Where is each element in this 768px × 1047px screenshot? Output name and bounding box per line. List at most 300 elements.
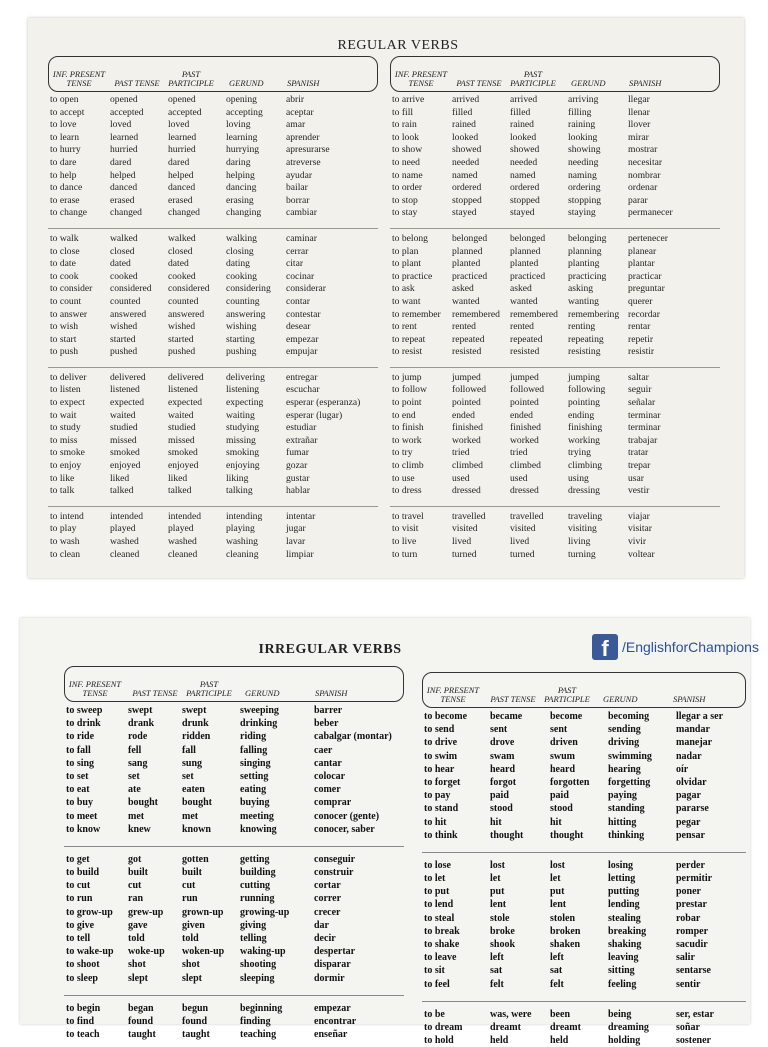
verb-past-participle: been <box>550 1008 570 1020</box>
verb-gerund: becoming <box>608 711 650 722</box>
verb-spanish: limpiar <box>286 548 314 560</box>
verb-spanish: considerar <box>286 283 326 295</box>
verb-infinitive: to sleep <box>66 972 98 984</box>
verb-group <box>48 506 378 561</box>
verb-row <box>48 309 378 322</box>
verb-group <box>64 704 404 836</box>
verb-infinitive: to stay <box>392 207 418 219</box>
verb-infinitive: to love <box>50 119 77 131</box>
verb-gerund: lending <box>608 899 640 911</box>
verb-infinitive: to set <box>66 770 89 782</box>
verb-past-tense: sang <box>128 757 148 769</box>
verb-infinitive: to order <box>392 182 423 194</box>
verb-past-tense: sent <box>490 724 508 736</box>
verb-infinitive: to hear <box>424 763 455 775</box>
verb-spanish: barrer <box>314 705 343 716</box>
verb-past-participle: met <box>182 810 199 822</box>
verb-past-participle: enjoyed <box>168 460 199 472</box>
verb-spanish: permanecer <box>628 207 673 219</box>
verb-past-tense: lost <box>490 859 505 871</box>
verb-gerund: talking <box>226 485 253 497</box>
verb-past-tense: ended <box>452 409 475 421</box>
verb-row <box>390 233 720 246</box>
verb-gerund: missing <box>226 434 256 446</box>
verb-infinitive: to become <box>424 711 468 722</box>
verb-past-participle: learned <box>168 131 197 143</box>
verb-gerund: liking <box>226 472 249 484</box>
verb-past-tense: forgot <box>490 776 517 788</box>
verb-spanish: jugar <box>286 523 306 535</box>
verb-infinitive: to ride <box>66 731 95 743</box>
verb-past-tense: ran <box>128 893 143 905</box>
verb-row <box>48 346 378 359</box>
verb-gerund: resisting <box>568 346 601 358</box>
verb-spanish: cabalgar (montar) <box>314 731 392 743</box>
regular-left-column <box>48 56 378 561</box>
verb-past-participle: closed <box>168 245 193 257</box>
verb-past-tense: heard <box>490 763 515 775</box>
verb-gerund: ordering <box>568 182 601 194</box>
verb-gerund: eating <box>240 784 267 796</box>
verb-infinitive: to be <box>424 1008 445 1020</box>
verb-spanish: perder <box>676 859 705 871</box>
verb-past-participle: repeated <box>510 333 543 345</box>
verb-past-tense: fell <box>128 744 142 756</box>
header-gerund: GERUND <box>229 78 264 88</box>
verb-past-participle: driven <box>550 737 578 749</box>
verb-past-tense: played <box>110 523 136 535</box>
verb-row <box>422 829 746 842</box>
verb-past-participle: danced <box>168 182 196 194</box>
column-header <box>64 666 404 702</box>
verb-past-tense: cut <box>128 880 142 892</box>
verb-infinitive: to start <box>50 333 77 345</box>
verb-past-tense: filled <box>452 106 473 118</box>
verb-past-tense: drove <box>490 737 515 749</box>
header-past-tense: PAST TENSE <box>490 694 536 704</box>
verb-spanish: mirar <box>628 131 649 143</box>
verb-past-participle: used <box>510 472 528 484</box>
verb-past-participle: pointed <box>510 397 539 409</box>
verb-infinitive: to lend <box>424 899 454 911</box>
verb-gerund: cutting <box>240 880 270 892</box>
verb-gerund: standing <box>608 803 645 815</box>
verb-group <box>48 228 378 359</box>
verb-infinitive: to play <box>50 523 77 535</box>
verb-infinitive: to accept <box>50 106 85 118</box>
verb-row <box>390 144 720 157</box>
verb-past-participle: become <box>550 711 583 722</box>
verb-past-tense: rained <box>452 119 476 131</box>
verb-infinitive: to shoot <box>66 959 100 971</box>
verb-past-tense: met <box>128 810 145 822</box>
verb-past-participle: belonged <box>510 232 546 244</box>
verb-spanish: esperar (lugar) <box>286 409 343 421</box>
verb-infinitive: to find <box>66 1015 95 1027</box>
verb-past-tense: jumped <box>452 371 481 383</box>
verb-row <box>64 783 404 796</box>
verb-past-participle: told <box>182 933 199 944</box>
verb-spanish: ayudar <box>286 169 313 181</box>
verb-spanish: permitir <box>676 873 713 885</box>
verb-gerund: planting <box>568 258 600 270</box>
verb-past-tense: delivered <box>110 371 146 383</box>
verb-past-tense: swept <box>128 705 153 716</box>
verb-past-participle: rented <box>510 321 534 333</box>
verb-past-tense: loved <box>110 119 132 131</box>
verb-past-participle: broken <box>550 925 581 937</box>
verb-past-participle: lent <box>550 899 567 911</box>
verb-infinitive: to jump <box>392 371 422 383</box>
verb-gerund: putting <box>608 886 640 898</box>
verb-spanish: colocar <box>314 770 346 782</box>
verb-past-participle: stopped <box>510 194 540 206</box>
verb-past-participle: considered <box>168 283 210 295</box>
verb-past-tense: resisted <box>452 346 482 358</box>
verb-infinitive: to know <box>66 823 101 835</box>
verb-gerund: intending <box>226 510 263 522</box>
verb-spanish: necesitar <box>628 156 663 168</box>
verb-row <box>390 296 720 309</box>
verb-past-participle: studied <box>168 422 196 434</box>
verb-group <box>390 228 720 359</box>
verb-past-tense: set <box>128 770 140 782</box>
verb-spanish: resistir <box>628 346 655 358</box>
verb-spanish: construir <box>314 867 354 879</box>
verb-past-participle: started <box>168 333 194 345</box>
verb-spanish: decir <box>314 933 336 944</box>
verb-gerund: practicing <box>568 270 607 282</box>
verb-infinitive: to point <box>392 397 422 409</box>
verb-row <box>422 978 746 991</box>
verb-past-tense: remembered <box>452 308 500 320</box>
verb-past-tense: showed <box>452 144 482 156</box>
verb-row <box>48 523 378 536</box>
verb-infinitive: to grow-up <box>66 906 113 918</box>
verb-infinitive: to miss <box>50 434 78 446</box>
verb-past-participle: put <box>550 886 565 898</box>
verb-infinitive: to push <box>50 346 78 358</box>
verb-past-participle: needed <box>510 156 538 168</box>
verb-infinitive: to eat <box>66 784 90 796</box>
verb-past-tense: considered <box>110 283 152 295</box>
verb-spanish: sostener <box>676 1035 711 1047</box>
verb-gerund: climbing <box>568 460 603 472</box>
verb-past-participle: missed <box>168 434 195 446</box>
verb-past-participle: begun <box>182 1002 209 1014</box>
verb-infinitive: to send <box>424 724 455 736</box>
verb-row <box>64 730 404 743</box>
verb-gerund: following <box>568 384 606 396</box>
verb-gerund: turning <box>568 548 596 560</box>
verb-spanish: empezar <box>314 1002 351 1014</box>
verb-past-participle: climbed <box>510 460 541 472</box>
verb-row <box>390 321 720 334</box>
verb-row <box>422 859 746 872</box>
verb-past-tense: practiced <box>452 270 488 282</box>
verb-row <box>48 271 378 284</box>
verb-infinitive: to expect <box>50 397 85 409</box>
verb-group <box>422 852 746 991</box>
verb-spanish: escuchar <box>286 384 320 396</box>
verb-gerund: meeting <box>240 810 274 822</box>
verb-past-participle: showed <box>510 144 540 156</box>
verb-past-tense: gave <box>128 919 148 931</box>
verb-gerund: teaching <box>240 1029 277 1041</box>
verb-spanish: empezar <box>286 333 319 345</box>
verb-past-participle: arrived <box>510 94 538 105</box>
verb-past-tense: ate <box>128 784 141 796</box>
verb-past-participle: played <box>168 523 194 535</box>
verb-infinitive: to wait <box>50 409 77 421</box>
verb-row <box>64 972 404 985</box>
verb-past-tense: walked <box>110 232 138 244</box>
verb-gerund: beginning <box>240 1002 283 1014</box>
verb-spanish: terminar <box>628 422 661 434</box>
verb-spanish: terminar <box>628 409 661 421</box>
verb-gerund: arriving <box>568 94 599 105</box>
verb-infinitive: to cut <box>66 880 91 892</box>
verb-row <box>64 866 404 879</box>
verb-infinitive: to shake <box>424 939 460 950</box>
verb-past-participle: remembered <box>510 308 558 320</box>
verb-spanish: cantar <box>314 757 342 769</box>
verb-past-tense: belonged <box>452 232 488 244</box>
verb-spanish: romper <box>676 925 709 937</box>
verb-infinitive: to deliver <box>50 371 87 383</box>
verb-past-participle: loved <box>168 119 190 131</box>
verb-infinitive: to end <box>392 409 416 421</box>
verb-spanish: llegar <box>628 94 650 105</box>
verb-spanish: aprender <box>286 131 320 143</box>
header-past-participle: PAST PARTICIPLE <box>544 685 590 704</box>
verb-past-participle: practiced <box>510 270 546 282</box>
verb-infinitive: to sweep <box>66 705 103 716</box>
verb-past-participle: expected <box>168 397 203 409</box>
verb-row <box>48 372 378 385</box>
verb-past-tense: enjoyed <box>110 460 141 472</box>
verb-infinitive: to buy <box>66 797 93 809</box>
verb-gerund: wishing <box>226 321 257 333</box>
verb-gerund: listening <box>226 384 260 396</box>
verb-past-participle: tried <box>510 447 528 459</box>
verb-past-participle: shaken <box>550 939 581 950</box>
verb-past-tense: hit <box>490 816 502 828</box>
verb-past-tense: cooked <box>110 270 138 282</box>
verb-past-tense: repeated <box>452 333 485 345</box>
verb-gerund: hearing <box>608 763 641 775</box>
verb-past-tense: knew <box>128 823 151 835</box>
verb-row <box>390 422 720 435</box>
verb-gerund: expecting <box>226 397 264 409</box>
verb-gerund: washing <box>226 536 258 547</box>
verb-gerund: letting <box>608 873 636 885</box>
verb-spanish: caminar <box>286 232 317 244</box>
verb-spanish: entregar <box>286 371 318 383</box>
verb-spanish: parar <box>628 194 648 206</box>
verb-infinitive: to build <box>66 867 100 879</box>
verb-infinitive: to turn <box>392 548 418 560</box>
verb-infinitive: to consider <box>50 283 93 295</box>
verb-spanish: mandar <box>676 724 710 736</box>
verb-spanish: planear <box>628 245 657 257</box>
verb-row <box>422 925 746 938</box>
verb-past-tense: paid <box>490 790 509 802</box>
verb-spanish: amar <box>286 119 306 131</box>
verb-row <box>64 879 404 892</box>
verb-infinitive: to live <box>392 536 417 547</box>
verb-row <box>64 757 404 770</box>
verb-gerund: dreaming <box>608 1021 649 1033</box>
verb-gerund: dancing <box>226 182 257 194</box>
verb-infinitive: to drive <box>424 737 458 749</box>
verb-infinitive: to finish <box>392 422 424 434</box>
verb-past-tense: found <box>128 1015 154 1027</box>
verb-infinitive: to smoke <box>50 447 85 459</box>
verb-past-tense: liked <box>110 472 130 484</box>
verb-infinitive: to think <box>424 829 458 841</box>
verb-past-participle: felt <box>550 978 564 990</box>
verb-past-participle: waited <box>168 409 194 421</box>
verb-gerund: finding <box>240 1015 271 1027</box>
verb-spanish: gustar <box>286 472 310 484</box>
verb-gerund: feeling <box>608 978 637 990</box>
verb-infinitive: to wash <box>50 536 80 547</box>
verb-spanish: pararse <box>676 803 709 815</box>
verb-row <box>48 170 378 183</box>
verb-past-participle: grown-up <box>182 906 224 918</box>
verb-spanish: robar <box>676 912 701 924</box>
verb-past-tense: slept <box>128 972 148 984</box>
verb-past-tense: listened <box>110 384 140 396</box>
verb-row <box>422 938 746 951</box>
verb-gerund: accepting <box>226 106 263 118</box>
verb-gerund: cleaning <box>226 548 259 560</box>
column-header <box>48 56 378 92</box>
verb-past-participle: intended <box>168 510 202 522</box>
verb-past-participle: cooked <box>168 270 196 282</box>
verb-gerund: falling <box>240 744 268 756</box>
verb-row <box>48 334 378 347</box>
verb-spanish: vivir <box>628 536 647 547</box>
verb-infinitive: to lose <box>424 859 451 871</box>
verb-past-tense: grew-up <box>128 906 164 918</box>
verb-infinitive: to rent <box>392 321 417 333</box>
verb-gerund: trying <box>568 447 591 459</box>
brand <box>592 634 759 660</box>
verb-past-participle: known <box>182 823 211 835</box>
verb-past-participle: bought <box>182 797 213 809</box>
verb-spanish: querer <box>628 295 653 307</box>
verb-row <box>48 296 378 309</box>
verb-past-tense: smoked <box>110 447 140 459</box>
verb-past-participle: taught <box>182 1029 210 1041</box>
verb-spanish: gozar <box>286 460 308 472</box>
verb-past-tense: arrived <box>452 94 480 105</box>
verb-past-tense: ordered <box>452 182 482 194</box>
verb-past-tense: swam <box>490 750 515 762</box>
verb-spanish: llenar <box>628 106 650 118</box>
verb-row <box>422 776 746 789</box>
verb-spanish: conseguir <box>314 853 356 865</box>
verb-past-tense: shot <box>128 959 146 971</box>
verb-spanish: nombrar <box>628 169 661 181</box>
verb-gerund: losing <box>608 859 634 871</box>
verb-gerund: drinking <box>240 718 278 730</box>
verb-spanish: contar <box>286 295 310 307</box>
verb-row <box>64 717 404 730</box>
verb-past-tense: bought <box>128 797 159 809</box>
header-past-participle: PAST PARTICIPLE <box>168 69 214 88</box>
verb-gerund: working <box>568 434 600 446</box>
verb-gerund: singing <box>240 757 271 769</box>
verb-gerund: remembering <box>568 308 620 320</box>
verb-gerund: playing <box>226 523 255 535</box>
verb-infinitive: to swim <box>424 750 458 762</box>
verb-gerund: enjoying <box>226 460 260 472</box>
verb-row <box>390 410 720 423</box>
verb-group <box>64 846 404 985</box>
verb-group <box>64 995 404 1042</box>
verb-past-participle: shot <box>182 959 200 971</box>
verb-gerund: ending <box>568 409 595 421</box>
header-infinitive: INF. PRESENT TENSE <box>68 679 122 698</box>
verb-gerund: stealing <box>608 912 641 924</box>
verb-group <box>48 367 378 498</box>
verb-past-tense: wanted <box>452 295 480 307</box>
brand-handle: /EnglishforChampions <box>622 639 759 655</box>
verb-row <box>48 536 378 549</box>
verb-row <box>390 346 720 359</box>
verb-row <box>422 1021 746 1034</box>
verb-gerund: living <box>568 536 591 547</box>
verb-gerund: walking <box>226 232 257 244</box>
verb-past-participle: liked <box>168 472 188 484</box>
verb-past-tense: rented <box>452 321 476 333</box>
verb-row <box>48 144 378 157</box>
verb-gerund: visiting <box>568 523 597 535</box>
verb-infinitive: to plant <box>392 258 422 270</box>
verb-spanish: ser, estar <box>676 1008 714 1020</box>
verb-past-participle: cleaned <box>168 548 198 560</box>
verb-row <box>48 207 378 220</box>
verb-row <box>390 447 720 460</box>
verb-spanish: poner <box>676 886 701 898</box>
verb-past-tense: stayed <box>452 207 477 219</box>
verb-group <box>390 94 720 220</box>
verb-spanish: abrir <box>286 94 305 105</box>
verb-spanish: visitar <box>628 523 652 535</box>
verb-row <box>390 182 720 195</box>
verb-gerund: dating <box>226 258 250 270</box>
verb-spanish: beber <box>314 718 339 730</box>
verb-infinitive: to talk <box>50 485 75 497</box>
verb-past-participle: dressed <box>510 485 539 497</box>
verb-row <box>48 246 378 259</box>
verb-infinitive: to show <box>392 144 423 156</box>
irregular-left-column <box>64 666 404 1041</box>
verb-group <box>48 94 378 220</box>
verb-spanish: cocinar <box>286 270 315 282</box>
verb-past-tense: left <box>490 952 504 964</box>
verb-gerund: waiting <box>226 409 255 421</box>
verb-row <box>48 157 378 170</box>
verb-row <box>422 736 746 749</box>
verb-gerund: forgetting <box>608 776 651 788</box>
verb-past-participle: sent <box>550 724 568 736</box>
verb-past-participle: filled <box>510 106 531 118</box>
verb-spanish: llegar a ser <box>676 711 724 722</box>
